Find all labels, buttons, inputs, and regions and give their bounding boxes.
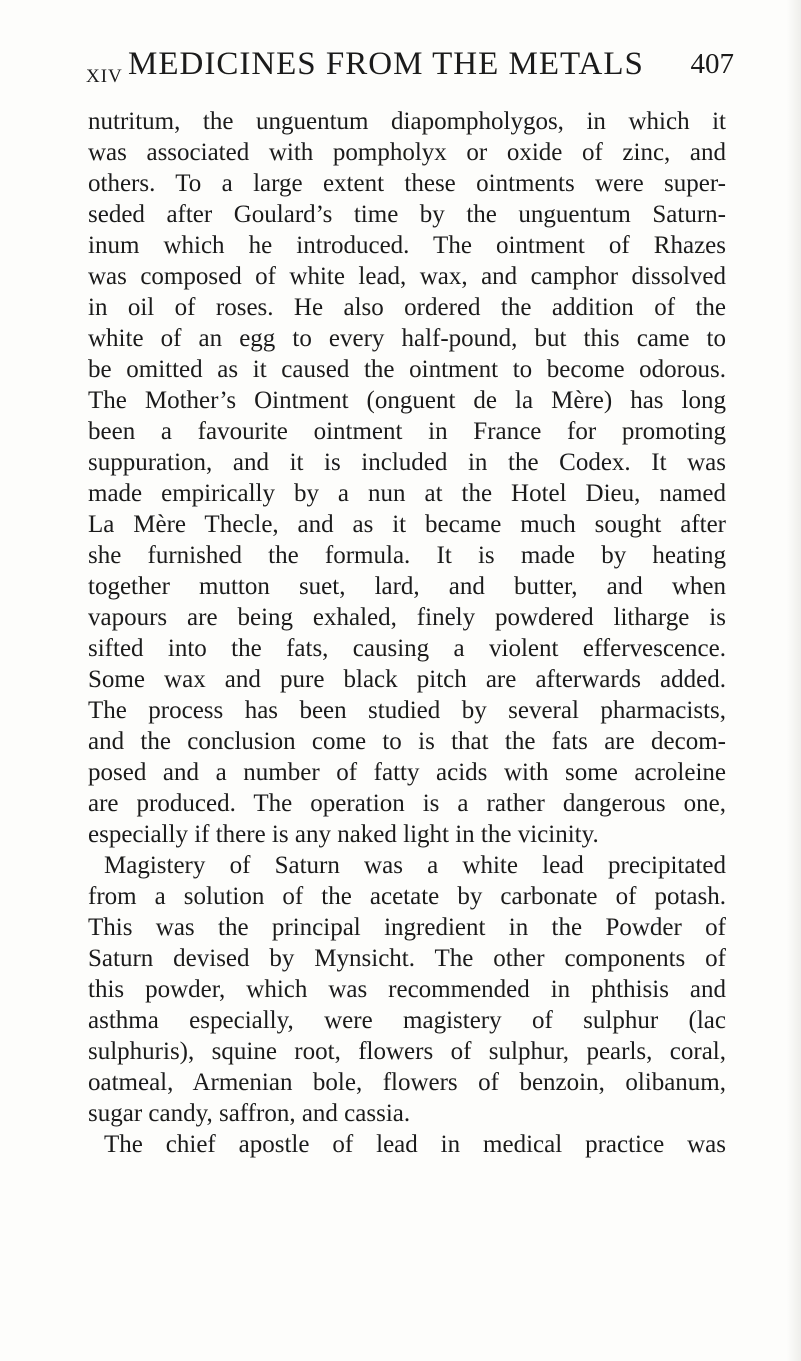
- text-line: are produced. The operation is a rather dangerous one,: [88, 790, 726, 817]
- text-line: Magistery of Saturn was a white lead precipitated: [104, 852, 726, 879]
- chapter-number: XIV: [86, 66, 123, 87]
- text-line: posed and a number of fatty acids with some acroleine: [88, 759, 726, 786]
- text-line: Saturn devised by Mynsicht. The other components of: [88, 945, 726, 972]
- text-line: be omitted as it caused the ointment to become odorous.: [88, 356, 726, 383]
- text-line: seded after Goulard’s time by the unguentum Saturn-: [88, 201, 726, 228]
- text-line: The process has been studied by several pharmacists,: [88, 697, 726, 724]
- text-line: Some wax and pure black pitch are afterwards added.: [88, 666, 726, 693]
- text-line: especially if there is any naked light in the vicinity.: [88, 821, 599, 848]
- text-line: others. To a large extent these ointments were super-: [88, 170, 726, 197]
- text-line: was associated with pompholyx or oxide of zinc, and: [88, 139, 726, 166]
- text-line: La Mère Thecle, and as it became much sought after: [88, 511, 726, 538]
- text-line: white of an egg to every half-pound, but this came to: [88, 325, 726, 352]
- text-line: The Mother’s Ointment (onguent de la Mère) has long: [88, 387, 726, 414]
- text-line: she furnished the formula. It is made by heating: [88, 542, 726, 569]
- text-line: together mutton suet, lard, and butter, and when: [88, 573, 726, 600]
- text-line: made empirically by a nun at the Hotel Dieu, named: [88, 480, 726, 507]
- text-line: inum which he introduced. The ointment of Rhazes: [88, 232, 726, 259]
- text-line: sulphuris), squine root, flowers of sulphur, pearls, coral,: [88, 1038, 726, 1065]
- text-line: from a solution of the acetate by carbonate of potash.: [88, 883, 726, 910]
- running-head: [86, 46, 734, 86]
- page-number: 407: [690, 48, 734, 80]
- text-line: been a favourite ointment in France for promoting: [88, 418, 726, 445]
- text-line: sugar candy, saffron, and cassia.: [88, 1100, 411, 1127]
- text-line: oatmeal, Armenian bole, flowers of benzoin, olibanum,: [88, 1069, 726, 1096]
- text-line: and the conclusion come to is that the fats are decom-: [88, 728, 726, 755]
- text-line: sifted into the fats, causing a violent effervescence.: [88, 635, 726, 662]
- text-line: vapours are being exhaled, finely powdered litharge is: [88, 604, 726, 631]
- text-line: nutritum, the unguentum diapompholygos, in which it: [88, 108, 726, 135]
- text-line: in oil of roses. He also ordered the addition of the: [88, 294, 726, 321]
- body-text: [88, 106, 726, 1160]
- text-line: This was the principal ingredient in the Powder of: [88, 914, 726, 941]
- page-edge-shadow: [787, 0, 801, 1361]
- text-line: The chief apostle of lead in medical practice was: [104, 1131, 726, 1158]
- running-title: MEDICINES FROM THE METALS: [128, 46, 644, 82]
- text-line: this powder, which was recommended in phthisis and: [88, 976, 726, 1003]
- text-line: asthma especially, were magistery of sulphur (lac: [88, 1007, 726, 1034]
- text-line: suppuration, and it is included in the Codex. It was: [88, 449, 726, 476]
- text-line: was composed of white lead, wax, and camphor dissolved: [88, 263, 726, 290]
